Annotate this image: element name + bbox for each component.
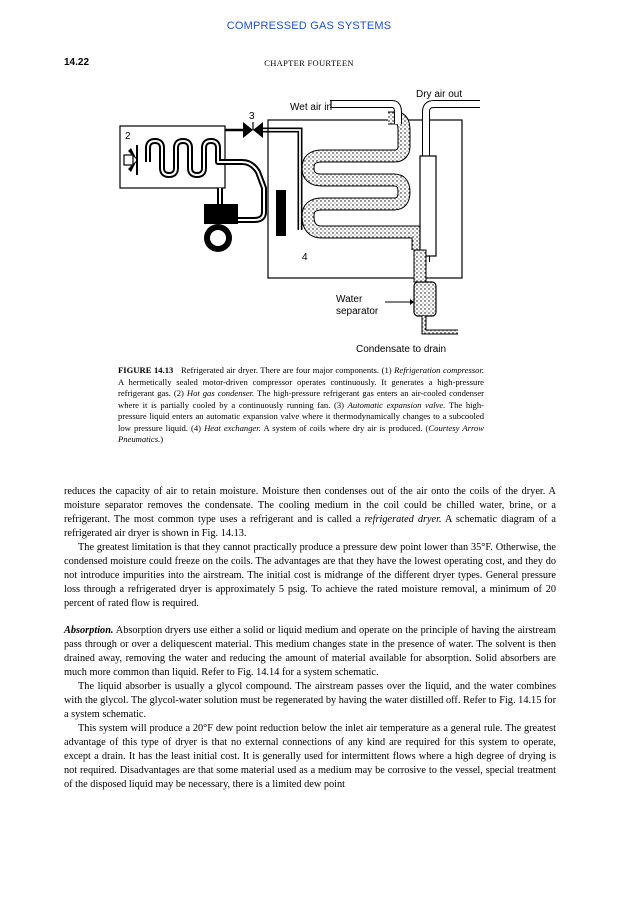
paragraph-4: The liquid absorber is usually a glycol compound. The airstream passes over the liquid, and the water combines with the glycol. The glycol-water solution must be regenerated by having the water distilled off. Refer to Fig. 14.15 for a system schematic. (64, 681, 556, 720)
paragraph-1-end: A schematic diagram of a refrigerated air dryer is shown in Fig. 14.13. (64, 514, 556, 539)
figure-caption (118, 365, 484, 446)
caption-seg-3: The high-pressure liquid enters an automatic expansion valve where it thermodynamically changes to a subcooled low pressure liquid. (4) (118, 399, 484, 433)
caption-seg-4: A system of coils where dry air is produced. ( (260, 422, 429, 433)
expansion-valve-icon (243, 122, 263, 138)
caption-seg-1: A hermetically sealed motor-driven compressor operates continuously. It generates a high-pressure refrigerant gas. (2) (118, 376, 484, 398)
term-refrigerated-dryer: refrigerated dryer. (364, 514, 442, 525)
label-num-3: 3 (249, 111, 255, 122)
label-num-2: 2 (125, 131, 131, 142)
caption-term-2: Hot gas condenser. (186, 388, 255, 398)
page-number: 14.22 (64, 57, 90, 68)
water-separator (414, 282, 436, 316)
label-water: Water (336, 294, 363, 305)
label-num-1: 1 (215, 234, 221, 245)
paragraph-3-text: Absorption dryers use either a solid or liquid medium and operate on the principle of having the airstream pass through or over a deliquescent material. This medium changes state in the presence of water. The solvent is then drained away, removing the water and reducing the amount of material available for absorption. Solid absorbers are much more common than liquid. Refer to Fig. 14.14 for a system schematic. (64, 625, 556, 678)
refrigerated-dryer-diagram (110, 80, 490, 360)
running-header: COMPRESSED GAS SYSTEMS (226, 20, 392, 32)
label-separator: separator (336, 306, 379, 317)
accumulator (276, 190, 286, 236)
fan-icon (124, 145, 137, 175)
paragraph-2: The greatest limitation is that they cannot practically produce a pressure dew point lower than 35°F. Otherwise, the condensed moisture could freeze on the coils. The advantages are that they have the lowest operating cost, and they do not introduce impurities into the airstream. The initial cost is midrange of the different dryer types. General pressure loss through a refrigerated dryer is approximately 5 psig. To achieve the rated moisture removal, a minimum of 20 percent of rated flow is required. (64, 542, 556, 609)
label-num-4: 4 (302, 252, 308, 263)
caption-term-1: Refrigeration compressor. (394, 365, 484, 375)
label-wet-air-in: Wet air in (290, 102, 333, 113)
paragraph-5: This system will produce a 20°F dew point reduction below the inlet air temperature as a general rule. The greatest advantage of this type of dryer is that no external connections of any kind are required for this system to operate, except a drain. It has the least initial cost. It is generally used for intermittent flows where a high degree of drying is not required. Disadvantages are that some material used as a medium may be corrosive to the vessel, special treatment of the disposed liquid may be necessary, there is a limited dew point (64, 723, 556, 790)
label-dry-air-out: Dry air out (416, 89, 463, 100)
paragraph-1-text: reduces the capacity of air to retain moisture. Moisture then condenses out of the air onto the coils of the dryer. A moisture separator removes the condensate. The cooling medium in the coil could be chilled water, brine, or a refrigerant. The most common type uses a refrigerant and is called a (64, 486, 556, 525)
caption-lead: Refrigerated air dryer. There are four major components. (1) (180, 365, 395, 375)
body-text (64, 485, 556, 792)
caption-close: ) (160, 434, 164, 444)
paragraph-1 (64, 485, 556, 541)
paragraph-absorption (64, 624, 556, 680)
section-title-absorption: Absorption. (64, 625, 114, 636)
condenser-housing (120, 126, 225, 188)
chapter-title: CHAPTER FOURTEEN (264, 58, 354, 68)
caption-seg-2: The high-pressure refrigerant gas enters an air-cooled condenser where it is partially cooled by a continuously running fan. (3) (118, 388, 484, 410)
caption-term-4: Heat exchanger. (204, 422, 261, 433)
compressor-icon (204, 204, 238, 252)
figure-label: FIGURE 14.13 (118, 365, 174, 375)
label-condensate: Condensate to drain (356, 344, 447, 355)
caption-courtesy: Courtesy Arrow Pneumatics. (118, 422, 485, 444)
caption-term-3: Automatic expansion valve. (347, 399, 446, 410)
